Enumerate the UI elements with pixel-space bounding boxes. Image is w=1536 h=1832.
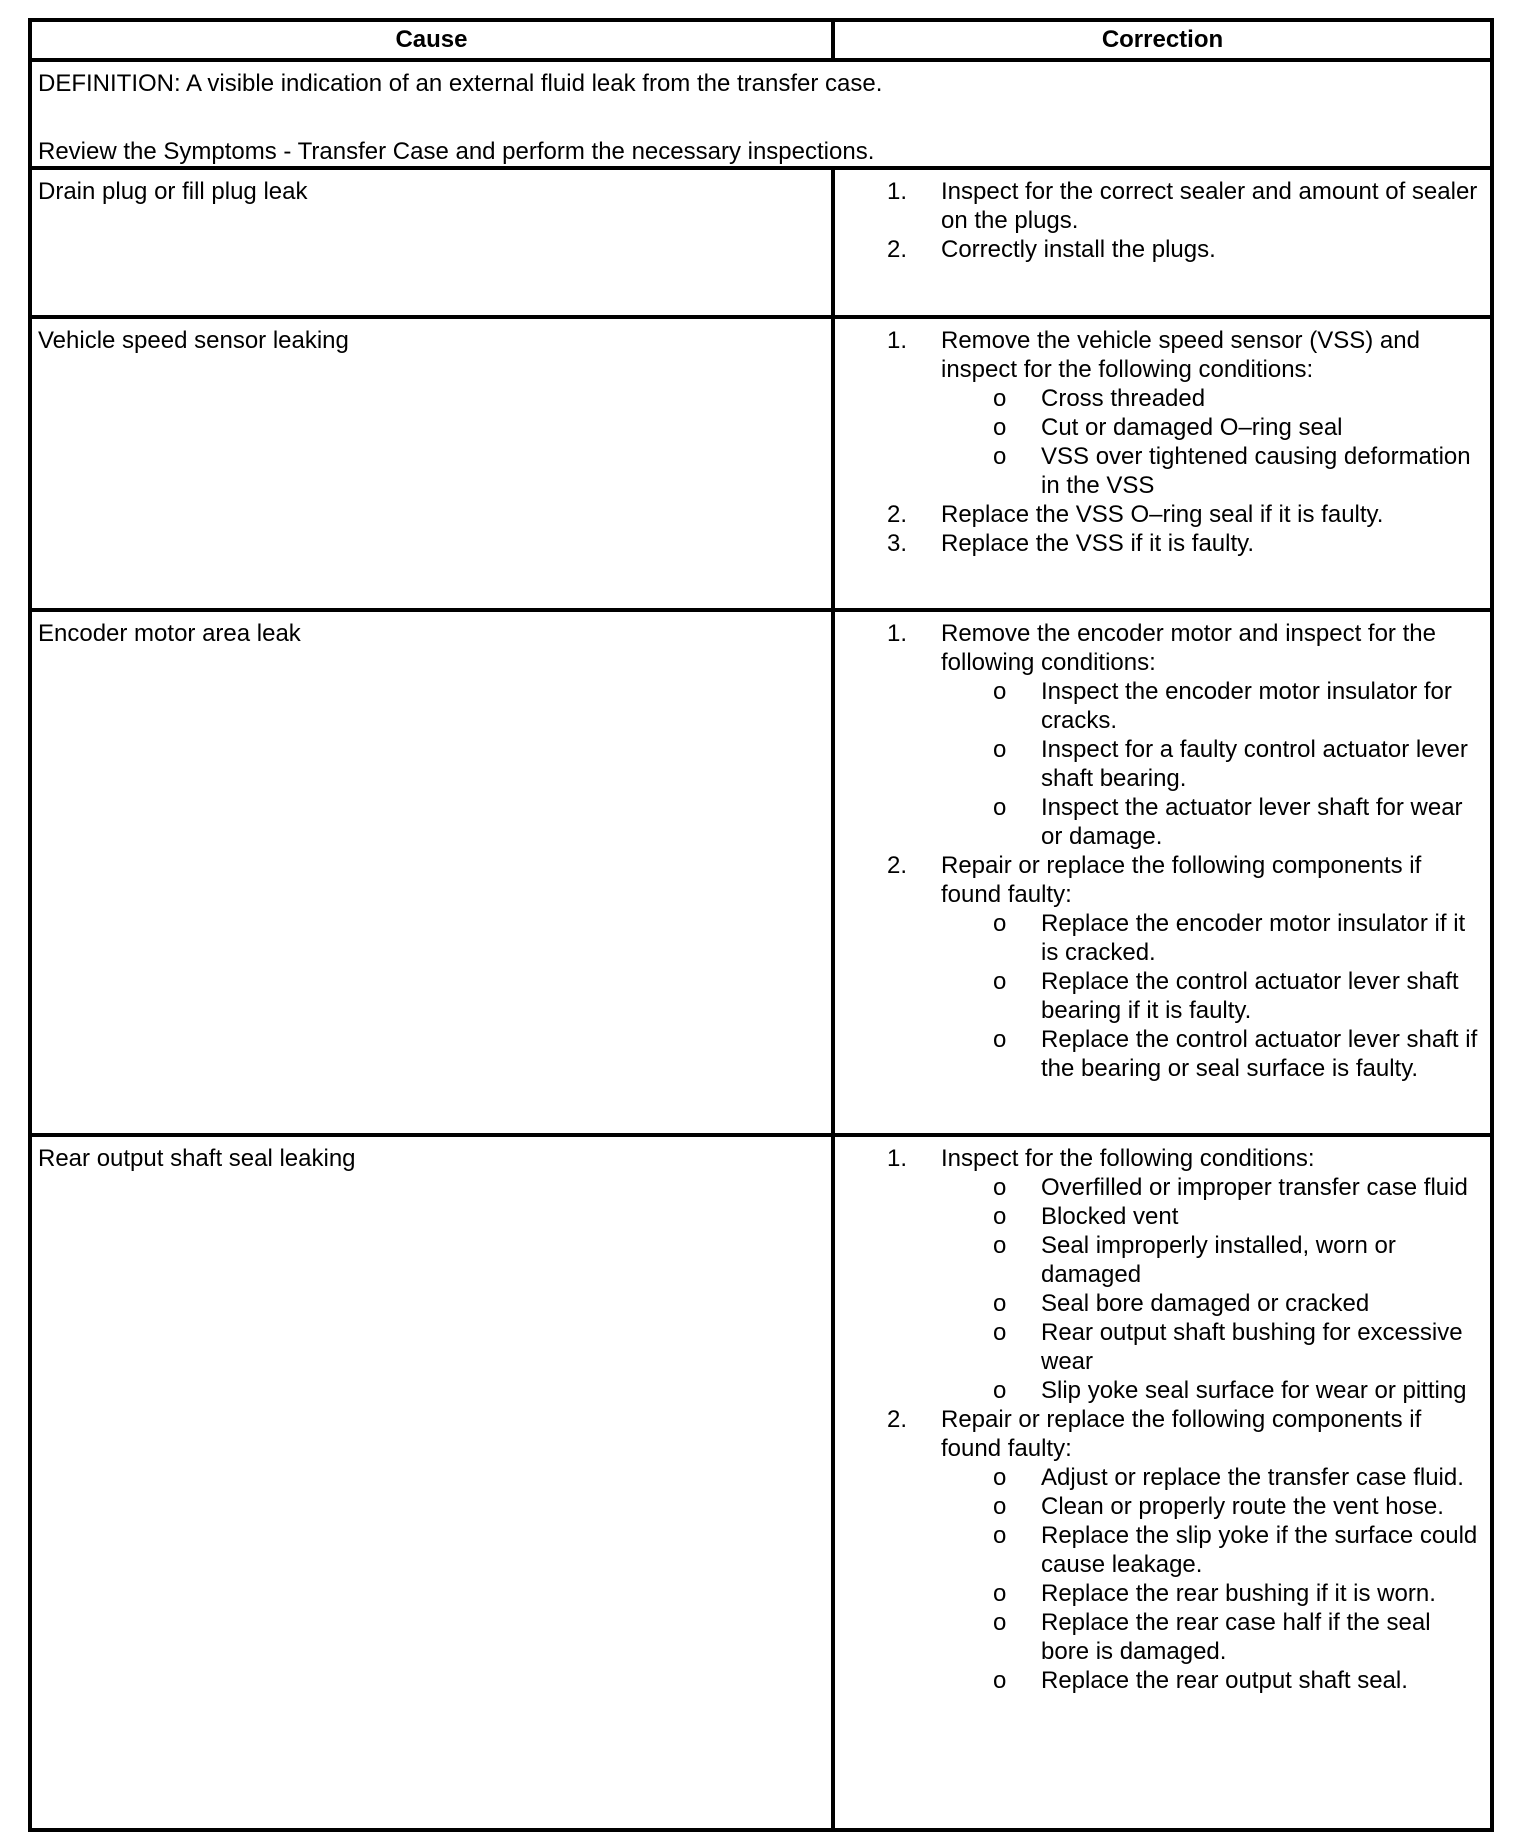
sub-condition-text: Adjust or replace the transfer case fluid. (1041, 1464, 1464, 1491)
sub-condition (835, 909, 1484, 967)
sub-condition (835, 735, 1484, 793)
sub-condition (835, 1231, 1484, 1289)
correction-steps (835, 326, 1490, 558)
sub-condition (835, 442, 1484, 500)
cause-cell: Rear output shaft seal leaking (30, 1135, 833, 1830)
table-row (30, 610, 1492, 1135)
bullet-icon: o (993, 414, 1007, 441)
correction-step (835, 326, 1490, 500)
step-number: 1. (887, 1145, 908, 1172)
sub-condition (835, 967, 1484, 1025)
sub-condition-text: Overfilled or improper transfer case fluid (1041, 1174, 1468, 1201)
step-text: Correctly install the plugs. (941, 236, 1216, 263)
sub-condition-list (941, 1173, 1484, 1405)
sub-condition (835, 677, 1484, 735)
bullet-icon: o (993, 1377, 1007, 1404)
sub-condition-text: Slip yoke seal surface for wear or pitting (1041, 1377, 1467, 1404)
sub-condition-list (941, 909, 1484, 1083)
sub-condition-text: Replace the rear output shaft seal. (1041, 1667, 1408, 1694)
correction-steps (835, 1144, 1490, 1695)
correction-cell (833, 168, 1492, 317)
sub-condition (835, 1463, 1484, 1492)
step-number: 1. (887, 327, 908, 354)
sub-condition-text: Blocked vent (1041, 1203, 1179, 1230)
sub-condition-list (941, 677, 1484, 851)
bullet-icon: o (993, 1203, 1007, 1230)
sub-condition-text: Clean or properly route the vent hose. (1041, 1493, 1444, 1520)
bullet-icon: o (993, 1464, 1007, 1491)
step-text: Remove the vehicle speed sensor (VSS) and inspect for the following conditions: (941, 327, 1420, 383)
diagnostic-document (28, 18, 1490, 1832)
header-cause: Cause (30, 20, 833, 60)
cause-cell: Drain plug or fill plug leak (30, 168, 833, 317)
bullet-icon: o (993, 736, 1007, 763)
sub-condition-text: Seal bore damaged or cracked (1041, 1290, 1370, 1317)
sub-condition-text: Replace the encoder motor insulator if it is cracked. (1041, 910, 1466, 966)
bullet-icon: o (993, 1493, 1007, 1520)
bullet-icon: o (993, 794, 1007, 821)
cause-cell: Vehicle speed sensor leaking (30, 317, 833, 610)
sub-condition-text: Replace the rear bushing if it is worn. (1041, 1580, 1436, 1607)
sub-condition-text: Inspect the encoder motor insulator for cracks. (1041, 678, 1452, 734)
sub-condition-text: Cross threaded (1041, 385, 1206, 412)
step-number: 2. (887, 852, 908, 879)
sub-condition-text: Rear output shaft bushing for excessive wear (1041, 1319, 1463, 1375)
correction-cell (833, 610, 1492, 1135)
correction-step (835, 1144, 1490, 1405)
table-row (30, 168, 1492, 317)
sub-condition (835, 413, 1484, 442)
sub-condition-list (941, 1463, 1484, 1695)
correction-step (835, 529, 1490, 558)
correction-step (835, 500, 1490, 529)
bullet-icon: o (993, 1609, 1007, 1636)
sub-condition-text: Inspect the actuator lever shaft for wear or damage. (1041, 794, 1463, 850)
bullet-icon: o (993, 1232, 1007, 1259)
bullet-icon: o (993, 385, 1007, 412)
bullet-icon: o (993, 1174, 1007, 1201)
cause-correction-table (28, 18, 1494, 1832)
sub-condition (835, 1289, 1484, 1318)
bullet-icon: o (993, 1026, 1007, 1053)
correction-cell (833, 317, 1492, 610)
bullet-icon: o (993, 910, 1007, 937)
bullet-icon: o (993, 1580, 1007, 1607)
sub-condition-text: Replace the rear case half if the seal bore is damaged. (1041, 1609, 1431, 1665)
sub-condition (835, 1173, 1484, 1202)
bullet-icon: o (993, 1667, 1007, 1694)
sub-condition (835, 1579, 1484, 1608)
cause-cell: Encoder motor area leak (30, 610, 833, 1135)
review-text: Review the Symptoms - Transfer Case and perform the necessary inspections. (38, 138, 875, 165)
sub-condition (835, 1608, 1484, 1666)
bullet-icon: o (993, 1319, 1007, 1346)
correction-step (835, 619, 1490, 851)
definition-row (30, 60, 1492, 168)
step-number: 2. (887, 236, 908, 263)
step-text: Replace the VSS O–ring seal if it is faulty. (941, 501, 1384, 528)
step-number: 1. (887, 178, 908, 205)
definition-text: DEFINITION: A visible indication of an external fluid leak from the transfer case. (38, 70, 883, 97)
correction-steps (835, 177, 1490, 264)
bullet-icon: o (993, 443, 1007, 470)
sub-condition (835, 1376, 1484, 1405)
step-text: Inspect for the correct sealer and amount of sealer on the plugs. (941, 178, 1478, 234)
sub-condition-text: Cut or damaged O–ring seal (1041, 414, 1343, 441)
step-number: 2. (887, 1406, 908, 1433)
header-correction: Correction (833, 20, 1492, 60)
sub-condition (835, 384, 1484, 413)
definition-cell (30, 60, 1492, 168)
sub-condition-list (941, 384, 1484, 500)
correction-step (835, 851, 1490, 1083)
bullet-icon: o (993, 968, 1007, 995)
step-number: 1. (887, 620, 908, 647)
table-header-row (30, 20, 1492, 60)
table-row (30, 1135, 1492, 1830)
step-text: Inspect for the following conditions: (941, 1145, 1315, 1172)
step-number: 2. (887, 501, 908, 528)
sub-condition (835, 793, 1484, 851)
sub-condition (835, 1202, 1484, 1231)
step-text: Repair or replace the following components if found faulty: (941, 1406, 1422, 1462)
correction-steps (835, 619, 1490, 1083)
sub-condition-text: VSS over tightened causing deformation in the VSS (1041, 443, 1471, 499)
sub-condition (835, 1521, 1484, 1579)
sub-condition-text: Seal improperly installed, worn or damaged (1041, 1232, 1396, 1288)
bullet-icon: o (993, 678, 1007, 705)
correction-step (835, 1405, 1490, 1695)
correction-step (835, 177, 1490, 235)
bullet-icon: o (993, 1290, 1007, 1317)
sub-condition-text: Replace the control actuator lever shaft bearing if it is faulty. (1041, 968, 1459, 1024)
sub-condition (835, 1025, 1484, 1083)
step-text: Remove the encoder motor and inspect for the following conditions: (941, 620, 1436, 676)
sub-condition (835, 1318, 1484, 1376)
step-text: Replace the VSS if it is faulty. (941, 530, 1255, 557)
correction-cell (833, 1135, 1492, 1830)
correction-step (835, 235, 1490, 264)
sub-condition (835, 1666, 1484, 1695)
sub-condition-text: Inspect for a faulty control actuator lever shaft bearing. (1041, 736, 1468, 792)
sub-condition (835, 1492, 1484, 1521)
step-number: 3. (887, 530, 908, 557)
sub-condition-text: Replace the control actuator lever shaft if the bearing or seal surface is faulty. (1041, 1026, 1478, 1082)
table-row (30, 317, 1492, 610)
bullet-icon: o (993, 1522, 1007, 1549)
step-text: Repair or replace the following components if found faulty: (941, 852, 1422, 908)
sub-condition-text: Replace the slip yoke if the surface could cause leakage. (1041, 1522, 1478, 1578)
